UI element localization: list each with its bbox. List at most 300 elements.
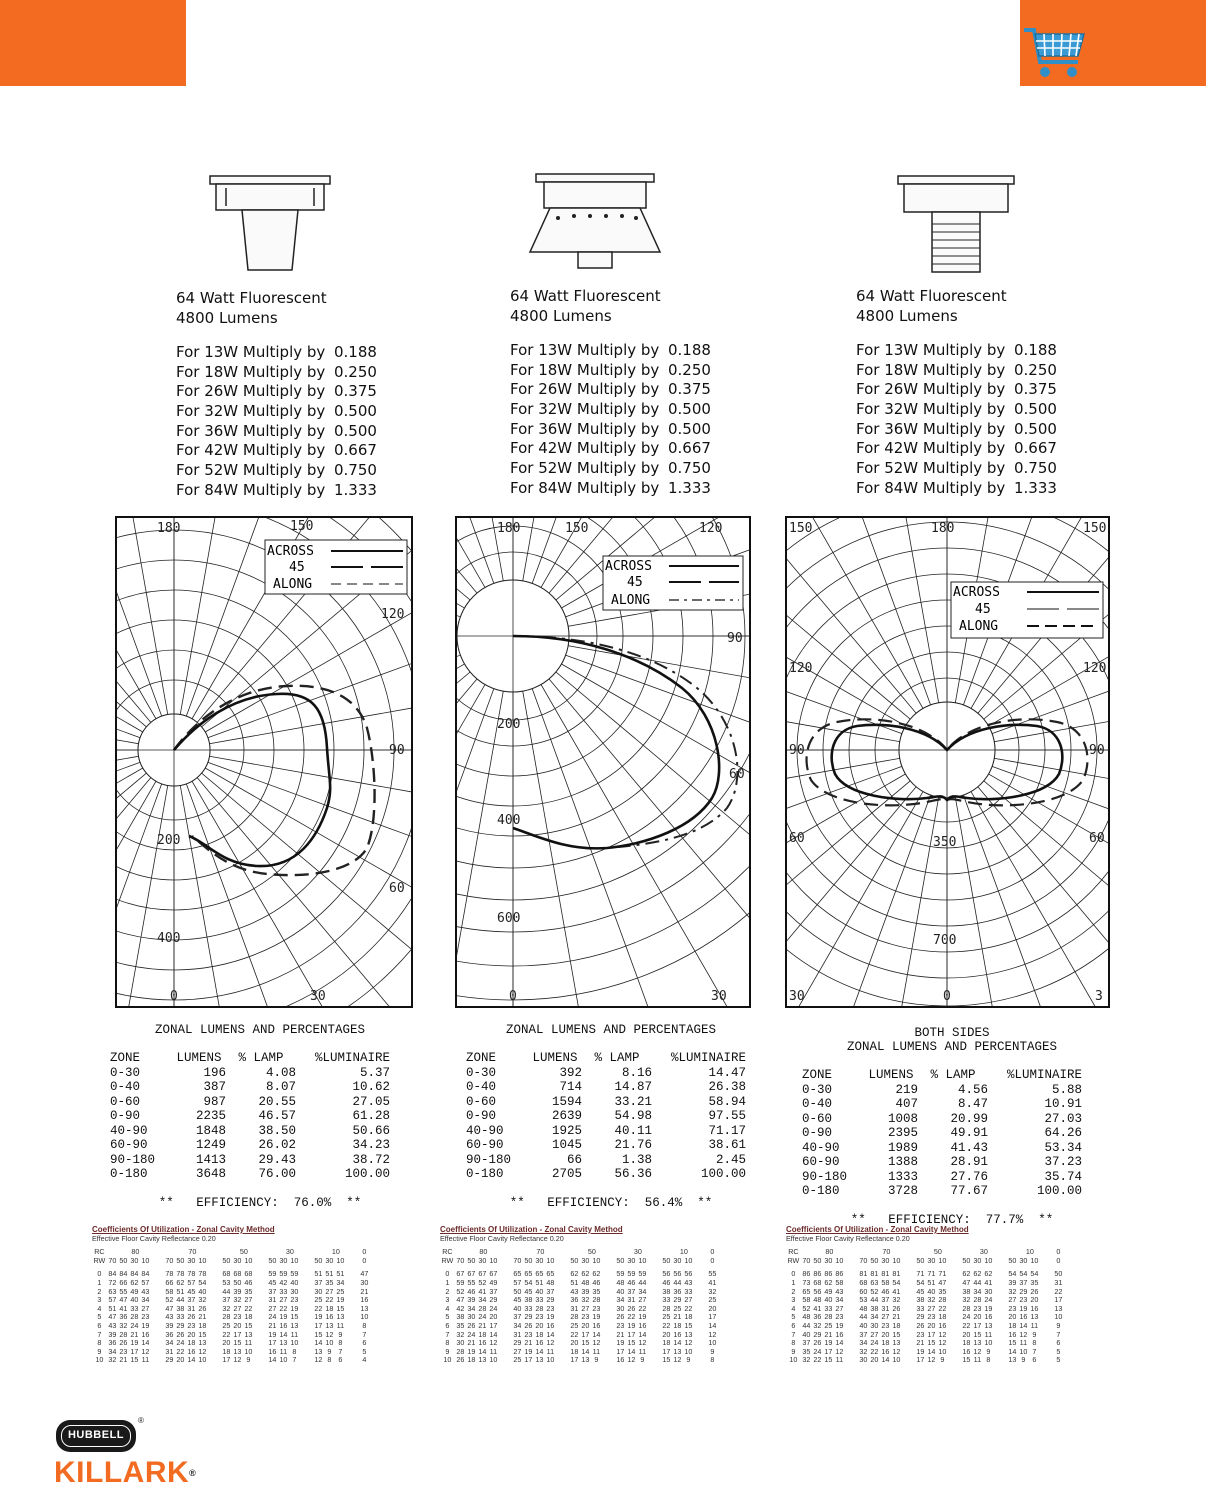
- grid-spoke: [117, 750, 174, 1006]
- cu-cell: 59: [627, 1269, 636, 1279]
- cu-cell: 32: [962, 1295, 971, 1305]
- cu-header-cell: 10: [679, 1247, 688, 1257]
- cu-cell: 48: [581, 1277, 590, 1287]
- cu-cell: 32: [233, 1295, 242, 1305]
- zonal-cell: 41.43: [950, 1140, 988, 1155]
- cu-cell: 65: [524, 1269, 533, 1279]
- zonal-cell: 20.99: [950, 1111, 988, 1126]
- zonal-cell: 3648: [195, 1167, 226, 1181]
- cu-cell: 21: [824, 1329, 833, 1339]
- cu-cell: 50: [513, 1286, 522, 1296]
- grid-spoke: [174, 750, 411, 1006]
- zonal-cell: 8.47: [957, 1097, 988, 1111]
- cu-cell: 7: [362, 1329, 367, 1339]
- cu-cell: 47: [165, 1303, 174, 1313]
- cu-cell: 46: [662, 1277, 671, 1287]
- cu-cell: 39: [581, 1286, 590, 1296]
- cu-header-cell: 30: [285, 1247, 294, 1257]
- zonal-cell: 0-60: [802, 1111, 833, 1126]
- zonal-cell: 0-30: [466, 1065, 497, 1080]
- cu-cell: 14: [673, 1338, 682, 1348]
- efficiency-label: ** EFFICIENCY: 76.0% **: [158, 1195, 362, 1210]
- cu-cell: 33: [662, 1295, 671, 1305]
- cu-cell: 52: [165, 1295, 174, 1305]
- cu-header-cell: 50: [222, 1255, 231, 1265]
- cu-cell: 34: [835, 1295, 844, 1305]
- cu-cell: 54: [1030, 1269, 1039, 1279]
- cu-cell: 17: [489, 1320, 498, 1330]
- grid-spoke: [513, 636, 749, 1006]
- cu-cell: 2: [445, 1286, 450, 1296]
- cu-cell: 81: [870, 1269, 879, 1279]
- cu-cell: 10: [489, 1355, 498, 1365]
- cu-cell: 38: [456, 1312, 465, 1322]
- cu-cell: 16: [546, 1320, 555, 1330]
- cu-header-cell: 30: [927, 1255, 936, 1265]
- cu-cell: 5: [97, 1312, 102, 1322]
- cu-cell: 32: [108, 1355, 117, 1365]
- zonal-cell: 10.62: [352, 1080, 390, 1094]
- angle-label: 3: [1095, 989, 1103, 1004]
- cu-cell: 59: [290, 1269, 299, 1279]
- cu-header-cell: 0: [362, 1247, 367, 1257]
- cu-cell: 45: [513, 1295, 522, 1305]
- zonal-cell: 100.00: [344, 1167, 390, 1181]
- cu-cell: 41: [813, 1303, 822, 1313]
- cu-cell: 21: [198, 1312, 207, 1322]
- fixture-drawing-3: [894, 170, 1018, 276]
- cu-header-cell: 50: [962, 1255, 971, 1265]
- cu-cell: 14: [708, 1320, 717, 1330]
- cu-cell: 12: [927, 1355, 936, 1365]
- cu-cell: 14: [478, 1346, 487, 1356]
- cu-cell: 27: [268, 1303, 277, 1313]
- zonal-cell: 60-90: [466, 1138, 504, 1152]
- candela-label: 400: [497, 813, 521, 828]
- polar-plot-2: [455, 516, 751, 1008]
- cu-cell: 10: [984, 1338, 993, 1348]
- cu-cell: 57: [513, 1277, 522, 1287]
- cu-table: [440, 1248, 718, 1365]
- zonal-cell: 35.74: [1044, 1169, 1082, 1184]
- zonal-cell: 71.17: [708, 1123, 746, 1138]
- cu-cell: 29: [1019, 1286, 1028, 1296]
- cu-cell: 32: [222, 1303, 231, 1313]
- cu-cell: 17: [916, 1355, 925, 1365]
- zonal-row: [802, 1083, 1082, 1098]
- cu-cell: 7: [1032, 1346, 1037, 1356]
- cu-header-cell: 30: [279, 1255, 288, 1265]
- zonal-cell: 1249: [195, 1138, 226, 1152]
- zonal-row: [802, 1112, 1082, 1127]
- zonal-cell: 0-60: [466, 1094, 497, 1109]
- cu-cell: 62: [592, 1269, 601, 1279]
- shopping-cart-icon[interactable]: [1022, 24, 1088, 82]
- cu-cell: 40: [824, 1295, 833, 1305]
- cu-cell: 25: [662, 1312, 671, 1322]
- cu-cell: 37: [222, 1295, 231, 1305]
- cu-header-cell: 30: [478, 1255, 487, 1265]
- cu-header-cell: 50: [524, 1255, 533, 1265]
- cu-cell: 28: [535, 1303, 544, 1313]
- zonal-cell: 8.07: [265, 1080, 296, 1094]
- zonal-cell: 0-30: [802, 1082, 833, 1097]
- cu-cell: 66: [119, 1277, 128, 1287]
- cu-cell: 54: [198, 1277, 207, 1287]
- cu-cell: 15: [627, 1338, 636, 1348]
- grid-spoke: [117, 750, 174, 1006]
- cu-cell: 18: [467, 1355, 476, 1365]
- cu-cell: 15: [233, 1338, 242, 1348]
- zonal-cell: 1388: [887, 1155, 918, 1169]
- zonal-cell: 2235: [195, 1109, 226, 1123]
- cu-cell: 10: [708, 1338, 717, 1348]
- zonal-row: [466, 1138, 746, 1153]
- cu-cell: 19: [638, 1312, 647, 1322]
- cu-cell: 46: [627, 1277, 636, 1287]
- cu-header-cell: 50: [662, 1255, 671, 1265]
- cu-cell: 47: [456, 1295, 465, 1305]
- cu-cell: 26: [456, 1355, 465, 1365]
- cu-cell: 13: [1030, 1312, 1039, 1322]
- cu-cell: 32: [892, 1295, 901, 1305]
- cu-cell: 5: [362, 1346, 367, 1356]
- cu-cell: 59: [638, 1269, 647, 1279]
- cu-cell: 13: [673, 1346, 682, 1356]
- cu-cell: 12: [938, 1329, 947, 1339]
- cu-cell: 31: [268, 1295, 277, 1305]
- cu-cell: 28: [973, 1295, 982, 1305]
- header-bar-left: [0, 0, 186, 86]
- cu-cell: 34: [870, 1312, 879, 1322]
- cu-header-cell: 10: [592, 1255, 601, 1265]
- cu-cell: 30: [616, 1303, 625, 1313]
- grid-spoke: [117, 750, 174, 1006]
- cu-header-cell: 10: [1025, 1247, 1034, 1257]
- zonal-cell: 100.00: [700, 1167, 746, 1181]
- cu-cell: 18: [187, 1338, 196, 1348]
- cu-cell: 46: [881, 1286, 890, 1296]
- cu-cell: 67: [489, 1269, 498, 1279]
- grid-spoke: [174, 581, 411, 750]
- cu-cell: 28: [592, 1295, 601, 1305]
- cu-cell: 23: [973, 1303, 982, 1313]
- cu-cell: 27: [513, 1346, 522, 1356]
- angle-label: 90: [389, 743, 405, 758]
- cu-cell: 19: [130, 1338, 139, 1348]
- cu-cell: 20: [662, 1329, 671, 1339]
- cu-cell: 16: [962, 1346, 971, 1356]
- cu-cell: 84: [130, 1269, 139, 1279]
- cu-cell: 39: [108, 1329, 117, 1339]
- cu-cell: 18: [222, 1346, 231, 1356]
- cu-cell: 65: [546, 1269, 555, 1279]
- zonal-cell: 50.66: [352, 1123, 390, 1138]
- cu-cell: 68: [859, 1277, 868, 1287]
- zonal-table: [802, 1068, 1082, 1199]
- cu-header-rw: [440, 1257, 718, 1266]
- cu-cell: 55: [119, 1286, 128, 1296]
- cu-cell: 12: [546, 1338, 555, 1348]
- cu-cell: 48: [813, 1295, 822, 1305]
- cu-cell: 10: [892, 1355, 901, 1365]
- cu-cell: 32: [802, 1355, 811, 1365]
- cu-header-cell: 30: [1019, 1255, 1028, 1265]
- cu-cell: 68: [244, 1269, 253, 1279]
- cu-cell: 18: [662, 1338, 671, 1348]
- angle-label: 150: [789, 521, 813, 536]
- cu-cell: 6: [97, 1320, 102, 1330]
- cu-cell: 43: [108, 1320, 117, 1330]
- cu-cell: 39: [467, 1295, 476, 1305]
- cu-header-cell: 70: [165, 1255, 174, 1265]
- cu-cell: 10: [1019, 1346, 1028, 1356]
- legend-45: 45: [627, 575, 643, 590]
- cu-cell: 27: [881, 1312, 890, 1322]
- cu-cell: 51: [570, 1277, 579, 1287]
- cu-cell: 23: [535, 1312, 544, 1322]
- cu-cell: 36: [108, 1338, 117, 1348]
- cu-header-cell: 50: [570, 1255, 579, 1265]
- cu-cell: 11: [141, 1355, 150, 1365]
- cu-cell: 7: [1056, 1329, 1061, 1339]
- multiplier-row: For 36W Multiply by 0.500: [856, 419, 1057, 438]
- candela-label: 700: [933, 933, 957, 948]
- cu-cell: 26: [892, 1303, 901, 1313]
- spec-block-1: [176, 288, 377, 500]
- cu-cell: 39: [233, 1286, 242, 1296]
- cu-cell: 6: [1056, 1338, 1061, 1348]
- cu-cell: 10: [325, 1338, 334, 1348]
- zonal-cell: 40-90: [110, 1123, 148, 1138]
- angle-label: 120: [699, 521, 723, 536]
- cu-cell: 23: [881, 1320, 890, 1330]
- cu-cell: 7: [791, 1329, 796, 1339]
- cu-cell: 16: [187, 1346, 196, 1356]
- cu-cell: 37: [859, 1329, 868, 1339]
- cu-cell: 15: [198, 1329, 207, 1339]
- polar-plot-1: [115, 516, 413, 1008]
- cu-cell: 7: [292, 1355, 297, 1365]
- cu-cell: 22: [279, 1303, 288, 1313]
- cu-cell: 22: [638, 1303, 647, 1313]
- cu-cell: 62: [176, 1277, 185, 1287]
- cu-cell: 14: [835, 1338, 844, 1348]
- cu-cell: 36: [813, 1312, 822, 1322]
- killark-logo[interactable]: [54, 1416, 197, 1489]
- zonal-cell: 61.28: [352, 1109, 390, 1123]
- zonal-title-top: BOTH SIDES: [914, 1026, 990, 1040]
- zonal-cell: 54.98: [614, 1109, 652, 1123]
- cu-cell: 33: [524, 1303, 533, 1313]
- multiplier-row: For 18W Multiply by 0.250: [176, 362, 377, 381]
- cu-cell: 9: [97, 1346, 102, 1356]
- cu-header-cell: 0: [1056, 1255, 1061, 1265]
- cu-cell: 24: [870, 1338, 879, 1348]
- cu-cell: 23: [581, 1312, 590, 1322]
- angle-label: 90: [1089, 743, 1105, 758]
- cu-cell: 13: [892, 1338, 901, 1348]
- cu-cell: 44: [638, 1277, 647, 1287]
- cu-cell: 22: [627, 1312, 636, 1322]
- cu-cell: 23: [1008, 1303, 1017, 1313]
- cu-cell: 44: [802, 1320, 811, 1330]
- cu-cell: 13: [684, 1329, 693, 1339]
- cu-cell: 19: [314, 1312, 323, 1322]
- cu-cell: 28: [570, 1312, 579, 1322]
- cu-cell: 16: [1019, 1312, 1028, 1322]
- cu-cell: 81: [859, 1269, 868, 1279]
- hubbell-text: HUBBELL: [67, 1429, 125, 1441]
- cu-cell: 46: [244, 1277, 253, 1287]
- angle-label: 120: [381, 607, 405, 622]
- cu-cell: 62: [962, 1269, 971, 1279]
- zonal-cell: 407: [895, 1097, 918, 1111]
- grid-spoke: [174, 750, 411, 1006]
- cu-cell: 26: [1030, 1286, 1039, 1296]
- cu-cell: 16: [616, 1355, 625, 1365]
- cu-cell: 9: [686, 1355, 691, 1365]
- cu-cell: 30: [870, 1320, 879, 1330]
- cu-cell: 51: [108, 1303, 117, 1313]
- cu-cell: 25: [222, 1320, 231, 1330]
- cu-cell: 27: [581, 1303, 590, 1313]
- zonal-cell: 14.47: [708, 1065, 746, 1080]
- cu-header-cell: RC: [94, 1247, 105, 1257]
- grid-spoke: [117, 750, 174, 1006]
- cu-cell: 58: [802, 1295, 811, 1305]
- multiplier-row: For 52W Multiply by 0.750: [856, 459, 1057, 478]
- cu-cell: 34: [859, 1338, 868, 1348]
- zonal-cell: 219: [895, 1082, 918, 1097]
- cu-cell: 13: [244, 1329, 253, 1339]
- angle-label: 60: [729, 767, 745, 782]
- lamp-lumens: 4800 Lumens: [176, 309, 278, 327]
- zonal-row: [466, 1109, 746, 1124]
- cu-cell: 23: [233, 1312, 242, 1322]
- cu-cell: 26: [119, 1338, 128, 1348]
- zonal-row: [110, 1138, 390, 1153]
- cu-cell: 24: [962, 1312, 971, 1322]
- cu-cell: 21: [478, 1320, 487, 1330]
- multiplier-row: For 13W Multiply by 0.188: [856, 341, 1057, 359]
- cu-cell: 33: [684, 1286, 693, 1296]
- cu-cell: 43: [684, 1277, 693, 1287]
- cu-row: [786, 1356, 1064, 1365]
- cu-cell: 40: [927, 1286, 936, 1296]
- cu-cell: 10: [443, 1355, 452, 1365]
- cu-cell: 14: [268, 1355, 277, 1365]
- cu-cell: 6: [445, 1320, 450, 1330]
- cu-cell: 23: [524, 1329, 533, 1339]
- cu-cell: 16: [938, 1320, 947, 1330]
- cu-cell: 6: [338, 1355, 343, 1365]
- cu-cell: 22: [1054, 1286, 1063, 1296]
- cu-cell: 41: [708, 1277, 717, 1287]
- cu-cell: 8: [1032, 1338, 1037, 1348]
- cu-cell: 20: [1008, 1312, 1017, 1322]
- cu-header-cell: 50: [813, 1255, 822, 1265]
- cu-cell: 71: [927, 1269, 936, 1279]
- zonal-cell: 27.03: [1044, 1111, 1082, 1126]
- cu-cell: 15: [662, 1355, 671, 1365]
- cu-cell: 16: [1030, 1303, 1039, 1313]
- cu-header-cell: 50: [268, 1255, 277, 1265]
- multiplier-row: For 32W Multiply by 0.500: [510, 400, 711, 419]
- lamp-lumens: 4800 Lumens: [510, 307, 612, 325]
- cu-cell: 13: [233, 1346, 242, 1356]
- zonal-cell: 3728: [887, 1184, 918, 1198]
- zonal-cell: 0-90: [802, 1126, 833, 1140]
- cu-title: Coefficients Of Utilization - Zonal Cavity Method: [440, 1225, 623, 1234]
- legend-across: ACROSS: [267, 544, 314, 559]
- cu-cell: 19: [592, 1312, 601, 1322]
- cu-cell: 9: [1032, 1329, 1037, 1339]
- zonal-cell: 33.21: [614, 1094, 652, 1109]
- cu-header-cell: 50: [616, 1255, 625, 1265]
- cu-cell: 72: [108, 1277, 117, 1287]
- cu-cell: 14: [581, 1346, 590, 1356]
- cu-cell: 86: [835, 1269, 844, 1279]
- cu-cell: 21: [916, 1338, 925, 1348]
- cu-cell: 17: [824, 1346, 833, 1356]
- cu-cell: 20: [973, 1312, 982, 1322]
- zonal-cell: 53.34: [1044, 1140, 1082, 1155]
- spec-block-2: [510, 286, 711, 498]
- cu-header-cell: 70: [108, 1255, 117, 1265]
- cu-cell: 20: [927, 1320, 936, 1330]
- cu-cell: 35: [1030, 1277, 1039, 1287]
- cu-cell: 8: [791, 1338, 796, 1348]
- zonal-cell: 21.76: [614, 1138, 652, 1152]
- cu-cell: 81: [892, 1269, 901, 1279]
- cu-cell: 20: [962, 1329, 971, 1339]
- cu-cell: 29: [673, 1295, 682, 1305]
- cu-cell: 13: [279, 1338, 288, 1348]
- zonal-cell: 90-180: [802, 1169, 848, 1184]
- zonal-row: [466, 1167, 746, 1182]
- cu-cell: 5: [445, 1312, 450, 1322]
- cu-cell: 22: [813, 1355, 822, 1365]
- zonal-cell: 2705: [551, 1167, 582, 1181]
- zonal-cell: 0-40: [802, 1097, 833, 1111]
- cu-cell: 22: [244, 1303, 253, 1313]
- cu-cell: 29: [489, 1295, 498, 1305]
- cu-cell: 58: [881, 1277, 890, 1287]
- cu-cell: 13: [478, 1355, 487, 1365]
- cu-cell: 20: [1030, 1295, 1039, 1305]
- cu-cell: 62: [973, 1269, 982, 1279]
- angle-label: 0: [170, 989, 178, 1004]
- cu-cell: 26: [198, 1303, 207, 1313]
- cu-cell: 68: [222, 1269, 231, 1279]
- cu-cell: 4: [97, 1303, 102, 1313]
- cu-cell: 33: [916, 1303, 925, 1313]
- angle-label: 120: [789, 661, 813, 676]
- legend-along: ALONG: [273, 577, 313, 592]
- cu-cell: 21: [268, 1320, 277, 1330]
- candela-label: 200: [497, 717, 521, 732]
- zonal-cell: 34.23: [352, 1138, 390, 1152]
- cu-cell: 42: [279, 1277, 288, 1287]
- cu-cell: 26: [467, 1320, 476, 1330]
- cu-cell: 33: [535, 1295, 544, 1305]
- cu-cell: 62: [581, 1269, 590, 1279]
- cu-cell: 39: [1008, 1277, 1017, 1287]
- cu-cell: 27: [233, 1303, 242, 1313]
- cu-cell: 41: [892, 1286, 901, 1296]
- efficiency-label: ** EFFICIENCY: 56.4% **: [509, 1195, 713, 1210]
